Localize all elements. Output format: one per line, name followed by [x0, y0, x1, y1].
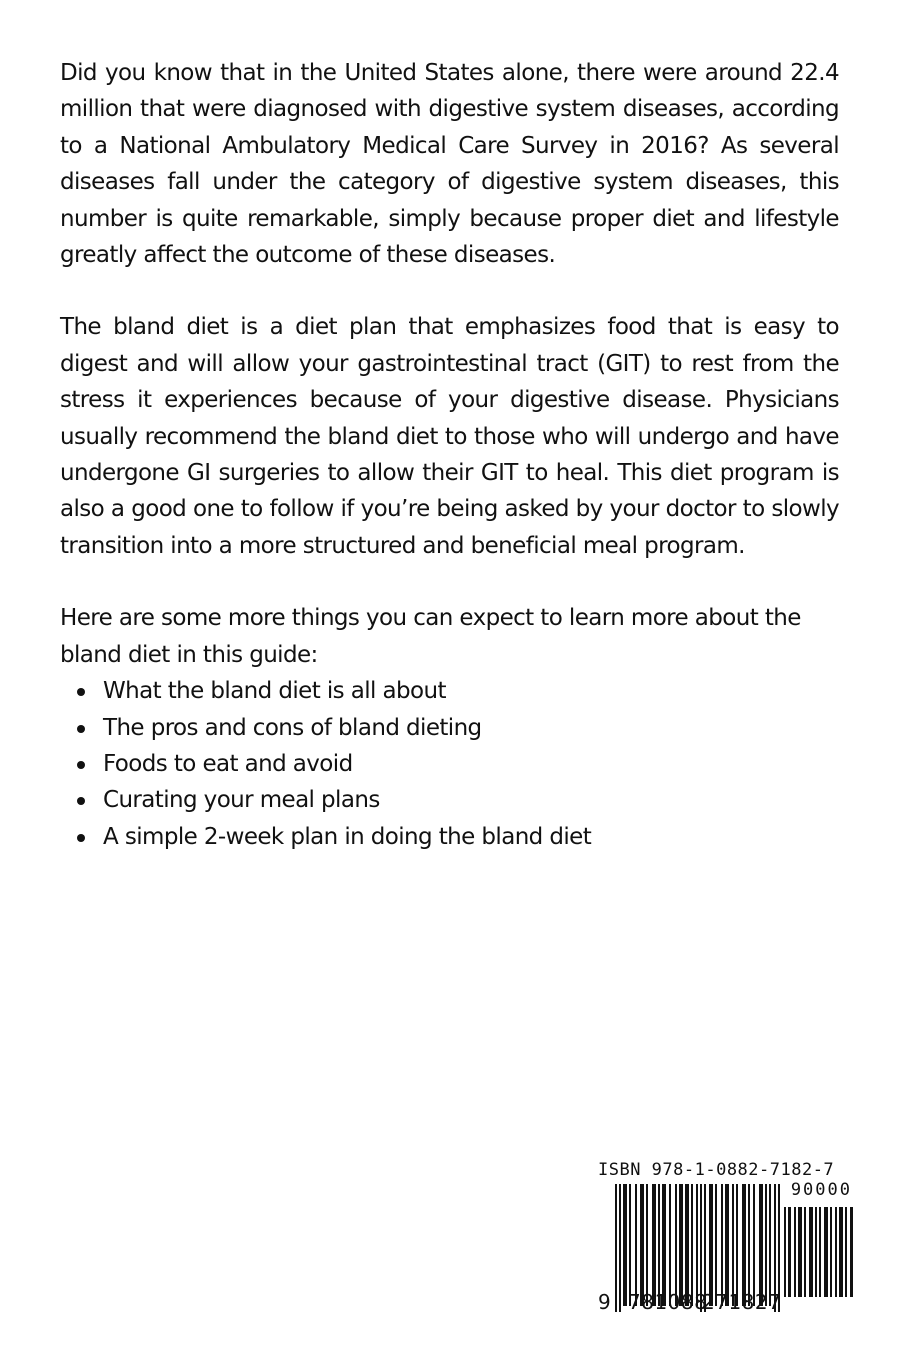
bullet-icon — [77, 761, 85, 769]
list-item: What the bland diet is all about — [60, 673, 839, 709]
ean13-bars — [615, 1184, 780, 1306]
price-code: 90000 — [790, 1180, 852, 1200]
ean-first-digit: 9 — [598, 1290, 611, 1314]
bland-diet-paragraph: The bland diet is a diet plan that emphasizes food that is easy to digest and will allow your gastrointestinal tract (GIT) to rest from the stress it experiences because of your digestive disease. Physicians usually recommend the bland diet to those who will undergo and have undergone GI surgeries to allow their GIT to heal. This diet program is also a good one to follow if you’re being asked by your doctor to slowly transition into a more structured and beneficial meal program. — [60, 314, 839, 559]
list-item: The pros and cons of bland dieting — [60, 710, 839, 746]
isbn-label: ISBN 978-1-0882-7182-7 — [598, 1160, 835, 1180]
bullet-icon — [77, 834, 85, 842]
intro-paragraph: Did you know that in the United States alone, there were around 22.4 million that were diagnosed with digestive system diseases, according to a National Ambulatory Medical Care Survey in 2016? As several diseases fall under the category of digestive system diseases, this number is quite remarkable, simply because proper diet and lifestyle greatly affect the outcome of these diseases. — [60, 60, 839, 269]
list-item: Foods to eat and avoid — [60, 746, 839, 782]
bullet-icon — [77, 797, 85, 805]
guide-intro-paragraph: Here are some more things you can expect to learn more about the bland diet in this guide: — [60, 605, 801, 668]
bullet-icon — [77, 725, 85, 733]
list-item: A simple 2-week plan in doing the bland diet — [60, 819, 839, 855]
ean-left-group: 781088 — [628, 1290, 708, 1314]
bullet-icon — [77, 688, 85, 696]
list-item: Curating your meal plans — [60, 782, 839, 818]
guide-topics-list — [60, 673, 839, 855]
ean-right-group: 271827 — [702, 1290, 782, 1314]
back-cover-text — [60, 55, 839, 855]
isbn-barcode — [598, 1160, 856, 1325]
price-addon-bars — [784, 1207, 853, 1297]
